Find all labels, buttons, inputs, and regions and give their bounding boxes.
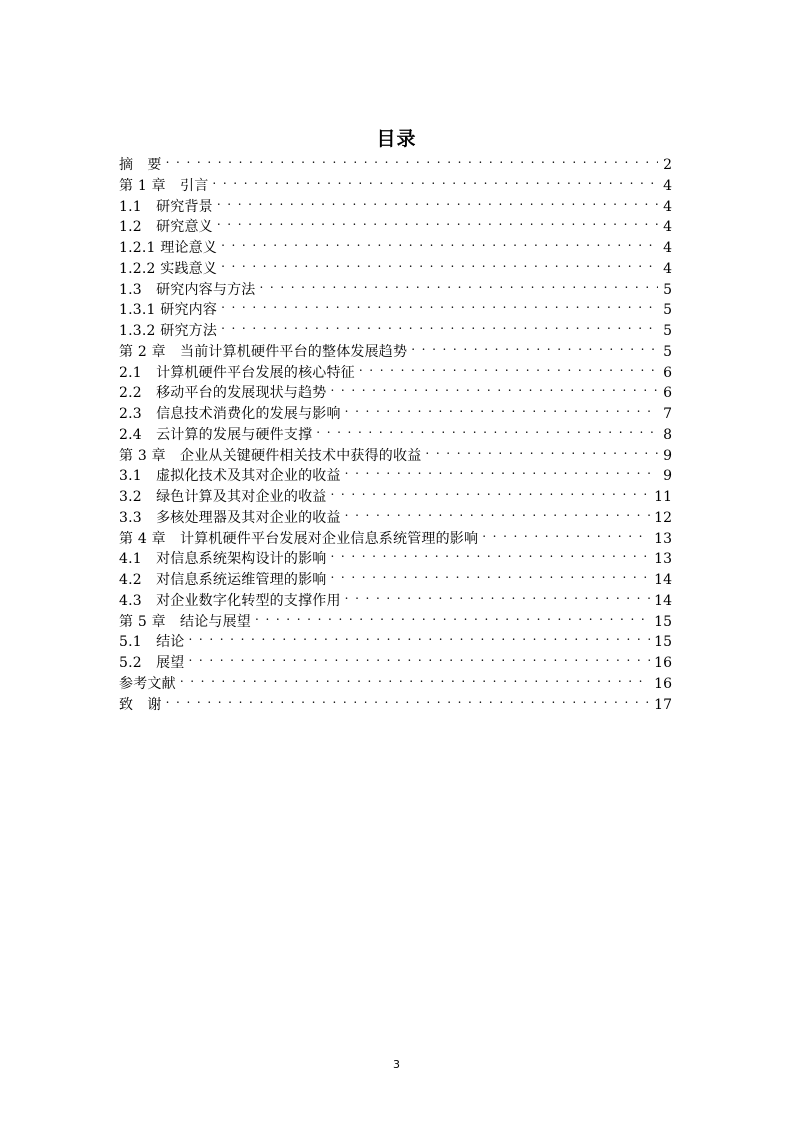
- toc-entry-label: 第 4 章 计算机硬件平台发展对企业信息系统管理的影响: [119, 530, 479, 547]
- toc-dot-leader: [217, 211, 658, 231]
- toc-entry-label: 致 谢: [119, 696, 162, 713]
- toc-entry-label: 4.1 对信息系统架构设计的影响: [119, 551, 327, 568]
- toc-entry-label: 5.2 展望: [119, 655, 185, 671]
- toc-entry-label: 第 3 章 企业从关键硬件相关技术中获得的收益: [119, 447, 422, 464]
- toc-entry-page: 15: [654, 634, 672, 651]
- toc-entry-label: 2.3 信息技术消费化的发展与影响: [119, 406, 341, 422]
- toc-dot-leader: [482, 523, 650, 543]
- toc-entry-page: 9: [663, 447, 672, 464]
- page-number: 3: [393, 1058, 400, 1071]
- toc-dot-leader: [212, 170, 658, 190]
- toc-dot-leader: [345, 585, 651, 605]
- toc-entry-page: 4: [663, 260, 672, 277]
- toc-entry-page: 13: [654, 551, 672, 568]
- toc-entry-page: 14: [654, 572, 672, 588]
- toc-entry-page: 4: [663, 198, 672, 215]
- toc-dot-leader: [221, 253, 658, 273]
- toc-dot-leader: [330, 481, 650, 501]
- toc-dot-leader: [221, 294, 658, 314]
- toc-entry-label: 1.3.2 研究方法: [119, 323, 218, 339]
- toc-entry-label: 1.1 研究背景: [119, 198, 213, 215]
- toc-entry-label: 1.2.1 理论意义: [119, 240, 218, 256]
- toc-entry-page: 13: [654, 530, 672, 547]
- toc-entry[interactable]: [119, 626, 672, 651]
- toc-dot-leader: [330, 377, 658, 397]
- toc-entry-label: 摘 要: [119, 157, 162, 173]
- toc-entry-page: 14: [654, 592, 672, 609]
- toc-entry-page: 4: [663, 240, 672, 256]
- toc-entry-page: 6: [663, 364, 672, 381]
- toc-dot-leader: [188, 647, 650, 667]
- toc-entry-page: 7: [663, 406, 672, 422]
- toc-entry-label: 2.2 移动平台的发展现状与趋势: [119, 385, 327, 402]
- toc-entry-label: 3.3 多核处理器及其对企业的收益: [119, 509, 341, 526]
- toc-dot-leader: [330, 564, 650, 584]
- toc-entry-page: 6: [663, 385, 672, 402]
- toc-dot-leader: [330, 543, 650, 563]
- toc-dot-leader: [221, 315, 658, 335]
- toc-entry-page: 11: [654, 489, 672, 505]
- toc-dot-leader: [345, 460, 658, 480]
- toc-entry-label: 2.1 计算机硬件平台发展的核心特征: [119, 364, 355, 381]
- toc-dot-leader: [259, 274, 658, 294]
- toc-dot-leader: [166, 149, 658, 169]
- toc-entry-label: 5.1 结论: [119, 634, 185, 651]
- table-of-contents: [119, 149, 672, 713]
- toc-entry-page: 2: [663, 157, 672, 173]
- toc-dot-leader: [255, 606, 650, 626]
- toc-entry[interactable]: [119, 170, 672, 194]
- toc-entry-page: 12: [654, 509, 672, 526]
- toc-entry-label: 参考文献: [119, 675, 176, 692]
- toc-entry-page: 5: [663, 323, 672, 339]
- toc-entry-page: 5: [663, 302, 672, 319]
- toc-entry[interactable]: [119, 149, 672, 173]
- toc-entry-page: 4: [663, 219, 672, 236]
- toc-dot-leader: [359, 357, 658, 377]
- toc-entry-label: 3.1 虚拟化技术及其对企业的收益: [119, 468, 341, 485]
- toc-entry[interactable]: [119, 689, 672, 713]
- toc-entry-page: 9: [663, 468, 672, 485]
- toc-dot-leader: [316, 419, 658, 439]
- toc-entry-label: 2.4 云计算的发展与硬件支撑: [119, 426, 313, 443]
- toc-dot-leader: [425, 440, 658, 460]
- toc-entry-label: 第 2 章 当前计算机硬件平台的整体发展趋势: [119, 343, 408, 360]
- toc-entry-page: 17: [654, 696, 672, 713]
- toc-entry-page: 16: [654, 655, 672, 671]
- toc-entry-page: 4: [663, 177, 672, 194]
- toc-entry-label: 4.3 对企业数字化转型的支撑作用: [119, 592, 341, 609]
- toc-title: 目录: [376, 128, 417, 150]
- toc-dot-leader: [180, 668, 650, 688]
- toc-entry-page: 8: [663, 426, 672, 443]
- toc-entry-page: 5: [663, 281, 672, 298]
- toc-dot-leader: [345, 398, 658, 418]
- toc-entry-label: 第 5 章 结论与展望: [119, 613, 252, 630]
- toc-entry-label: 1.3.1 研究内容: [119, 302, 218, 319]
- toc-dot-leader: [217, 191, 658, 211]
- toc-entry[interactable]: [119, 647, 672, 671]
- toc-entry-label: 1.2.2 实践意义: [119, 260, 218, 277]
- toc-entry-label: 4.2 对信息系统运维管理的影响: [119, 572, 327, 588]
- toc-dot-leader: [166, 689, 651, 709]
- toc-entry-page: 5: [663, 343, 672, 360]
- toc-entry[interactable]: [119, 668, 672, 692]
- toc-entry-label: 1.3 研究内容与方法: [119, 281, 256, 298]
- toc-entry-page: 16: [654, 675, 672, 692]
- toc-dot-leader: [221, 232, 658, 252]
- toc-dot-leader: [411, 336, 658, 356]
- toc-entry-label: 1.2 研究意义: [119, 219, 213, 236]
- toc-dot-leader: [188, 626, 650, 646]
- toc-entry-label: 第 1 章 引言: [119, 177, 209, 194]
- toc-entry-page: 15: [654, 613, 672, 630]
- toc-entry-label: 3.2 绿色计算及其对企业的收益: [119, 489, 327, 505]
- toc-dot-leader: [345, 502, 651, 522]
